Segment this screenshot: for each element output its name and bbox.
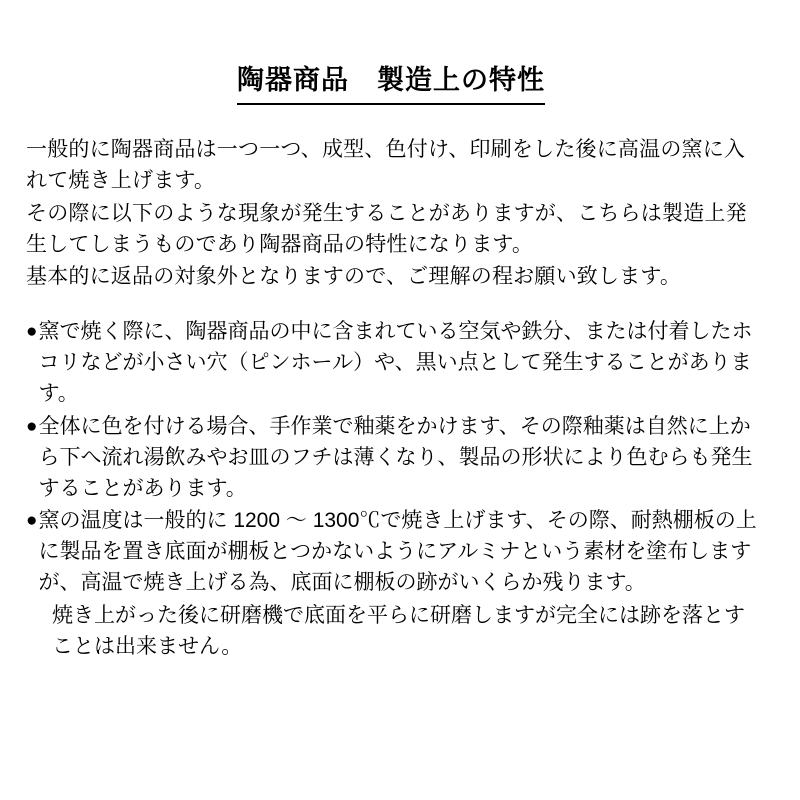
page-title: 陶器商品 製造上の特性 — [237, 58, 545, 105]
intro-paragraphs — [22, 135, 760, 293]
list-item — [26, 412, 758, 505]
bullet-marker-icon: ● — [26, 510, 38, 532]
closing-note: 焼き上がった後に研磨機で底面を平らに研磨しますが完全には跡を落とすことは出来ません。 — [52, 604, 745, 658]
bullet-marker-icon: ● — [26, 321, 38, 343]
list-item-text: 窯の温度は一般的に 1200 ～ 1300℃で焼き上げます、その際、耐熱棚板の上に製品を置き底面が棚板とつかないようにアルミナという素材を塗布しますが、高温で焼き上げる為、底面に棚板の跡がいくらか残ります。 — [38, 509, 757, 595]
intro-line-2: その際に以下のような現象が発生することがありますが、こちらは製造上発生してしまうものであり陶器商品の特性になります。 — [26, 201, 747, 256]
list-item-text: 窯で焼く際に、陶器商品の中に含まれている空気や鉄分、または付着したホコリなどが小さい穴（ピンホール）や、黒い点として発生することがあります。 — [38, 320, 753, 406]
intro-line-1: 一般的に陶器商品は一つ一つ、成型、色付け、印刷をした後に高温の窯に入れて焼き上げます。 — [26, 138, 746, 192]
title-container — [22, 58, 760, 105]
list-item — [26, 506, 758, 599]
bullet-marker-icon: ● — [26, 415, 38, 437]
list-item — [26, 317, 758, 410]
bullet-list — [22, 317, 760, 662]
list-item-text: 全体に色を付ける場合、手作業で釉薬をかけます、その際釉薬は自然に上から下へ流れ湯飲みやお皿のフチは薄くなり、製品の形状により色むらも発生することがあります。 — [38, 414, 753, 500]
intro-line-3: 基本的に返品の対象外となりますので、ご理解の程お願い致します。 — [26, 265, 682, 289]
